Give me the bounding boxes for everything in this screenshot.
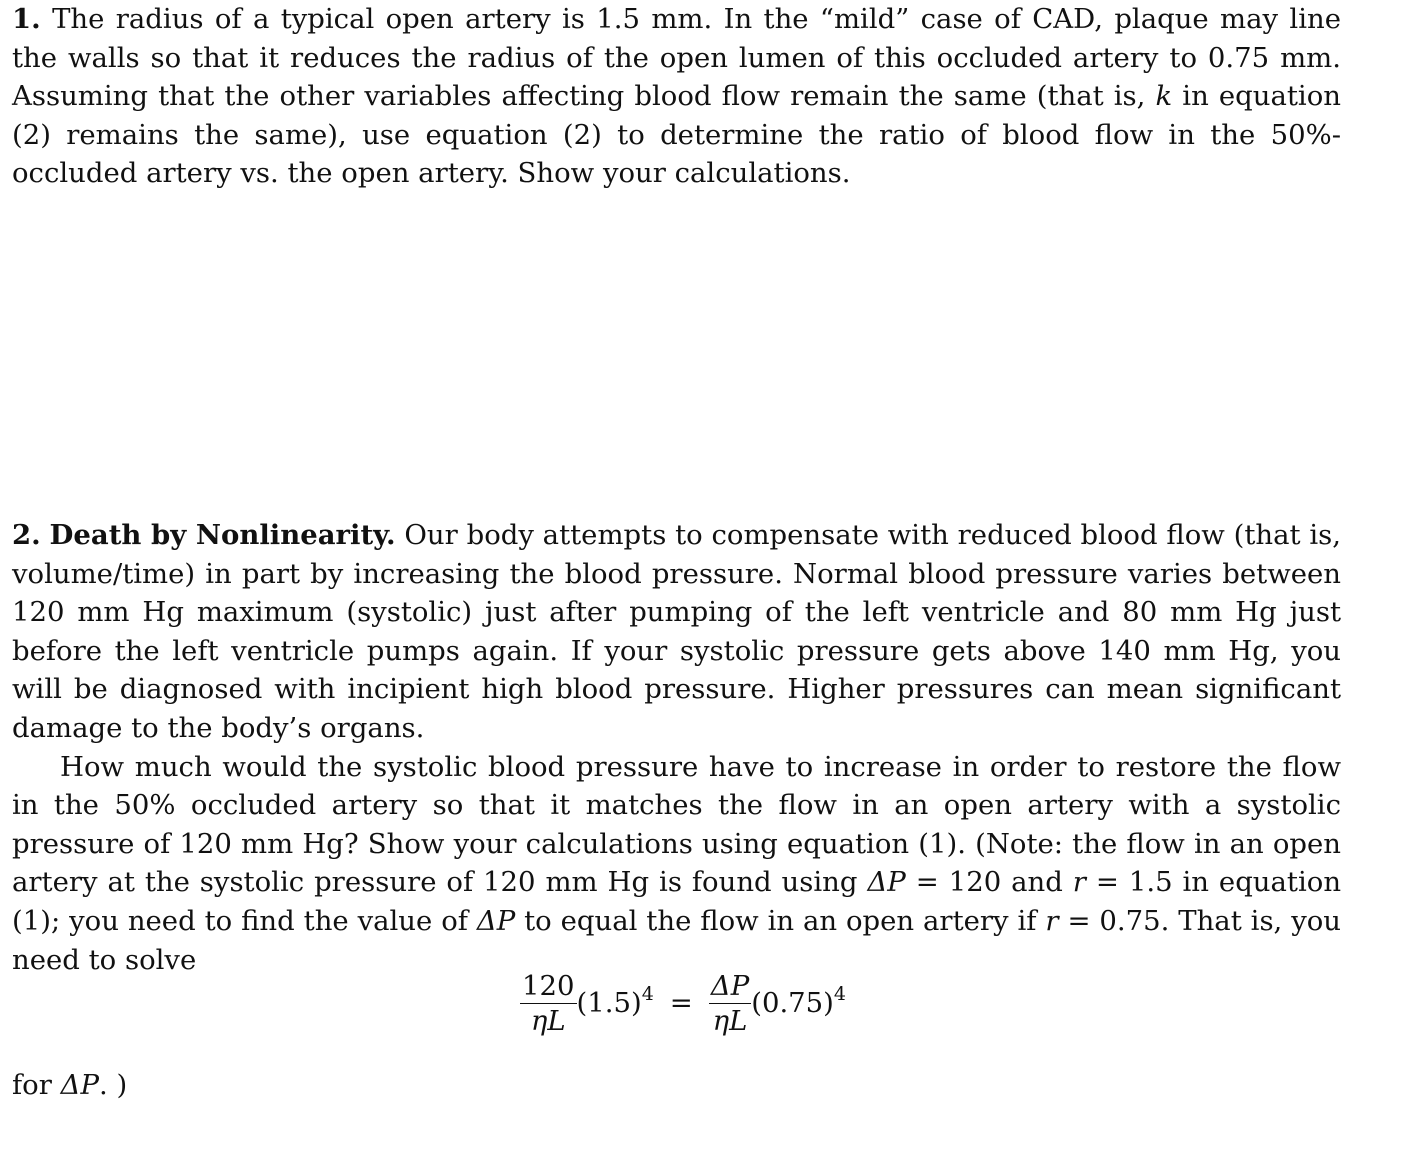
left-fraction: [520, 969, 577, 1038]
problem-2-paragraph-2: [12, 748, 1341, 980]
equals-sign: =: [669, 987, 693, 1019]
left-radius-term: [576, 983, 654, 1019]
right-denominator: ηL: [712, 1004, 748, 1037]
problem-1-paragraph: [12, 0, 1341, 193]
delta-p-symbol: ΔP: [867, 866, 906, 899]
problem-1-number: 1.: [12, 3, 41, 35]
left-exponent: 4: [641, 983, 654, 1005]
right-numerator: ΔP: [710, 969, 750, 1002]
right-radius-base: (0.75): [751, 987, 834, 1019]
radius-symbol: r: [1045, 904, 1059, 937]
problem-2-text-b: = 120 and: [915, 866, 1063, 899]
delta-p-symbol: ΔP: [476, 904, 516, 937]
problem-2-title: Death by Nonlinearity.: [49, 519, 396, 551]
left-numerator: 120: [522, 969, 575, 1002]
radius-symbol: r: [1072, 866, 1086, 899]
problem-2-text-d: to equal the flow in an open artery if: [524, 904, 1037, 937]
problem-2-intro-text: Our body attempts to compensate with reduced blood flow (that is, volume/time) in part by increasing the blood pressure. Normal blood pressure varies between 120 mm Hg maximum (systolic) just after pumping of the left ventricle and 80 mm Hg just before the left ventricle pumps again. If your systolic pressure gets above 140 mm Hg, you will be diagnosed with incipient high blood pressure. Higher pressures can mean significant damage to the body’s organs.: [12, 519, 1341, 744]
closing-prefix: for: [12, 1069, 52, 1101]
variable-k: k: [1155, 80, 1173, 113]
problem-1-text-continued: in equation (2) remains the same), use equation (2) to determine the ratio of blood flow in the 50%-occluded artery vs. the open artery. Show your calculations.: [12, 80, 1341, 190]
left-radius-base: (1.5): [576, 987, 642, 1019]
problem-2-number: 2.: [12, 519, 41, 551]
closing-line: [12, 1066, 127, 1105]
problem-2-question-text: How much would the systolic blood pressure have to increase in order to restore the flow in the 50% occluded artery so that it matches the flow in an open artery with a systolic pressure of 120 mm Hg? Show your calculations using equation (1). (Note: the flow in an open artery at the systolic pressure of 120 mm Hg is found using: [12, 750, 1341, 899]
right-fraction: [709, 969, 751, 1038]
problem-2: [12, 516, 1341, 979]
closing-suffix: . ): [99, 1069, 128, 1101]
problem-2-text-c: = 1.5 in equation (1); you need to find the value of: [12, 866, 1342, 937]
problem-2-text-e: = 0.75. That is, you need to solve: [12, 904, 1342, 976]
problem-2-paragraph-1: [12, 516, 1341, 748]
right-radius-term: [751, 983, 847, 1019]
flow-equation: [520, 963, 846, 1043]
problem-1: [12, 0, 1341, 193]
problem-1-text: The radius of a typical open artery is 1.5 mm. In the “mild” case of CAD, plaque may line the walls so that it reduces the radius of the open lumen of this occluded artery to 0.75 mm. Assuming that the other variables affecting blood flow remain the same (that is,: [12, 3, 1341, 113]
delta-p-symbol: ΔP: [60, 1069, 100, 1101]
right-exponent: 4: [833, 983, 847, 1005]
left-denominator: ηL: [530, 1004, 566, 1037]
